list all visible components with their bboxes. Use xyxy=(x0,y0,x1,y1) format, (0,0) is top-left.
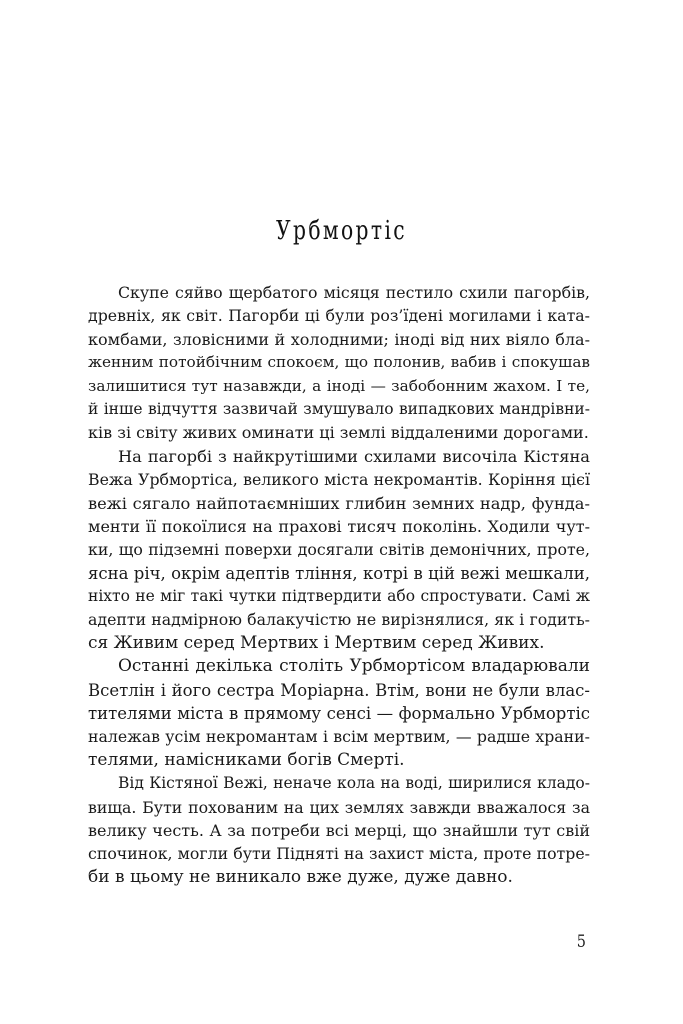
text-line: ків зі світу живих оминати ці землі віддаленими дорогами. xyxy=(88,423,589,443)
text-line: адепти надмірною балакучістю не вирізнялися, як і годить- xyxy=(88,610,590,630)
text-line: менти її покоїлися на прахові тисяч поколінь. Ходили чут- xyxy=(88,516,590,536)
text-line: На пагорбі з найкрутішими схилами височіла Кістяна xyxy=(118,446,590,466)
text-line: Від Кістяної Вежі, неначе кола на воді, ширилися кладо- xyxy=(118,774,590,793)
text-line: вища. Бути похованим на цих землях завжди вважалося за xyxy=(88,797,590,817)
text-line: комбами, зловісними й холодними; іноді від них віяло бла- xyxy=(88,329,590,349)
text-line: женним потойбічним спокоєм, що полонив, вабив і спокушав xyxy=(88,353,590,372)
text-line: Всетлін і його сестра Моріарна. Втім, вони не були влас- xyxy=(88,680,590,700)
text-line: древніх, як світ. Пагорби ці були роз’їдені могилами і ката- xyxy=(88,306,590,326)
text-line: вежі сягало найпотаємніших глибин земних надр, фунда- xyxy=(88,493,590,513)
text-line: й інше відчуття зазвичай змушувало випадкових мандрівни- xyxy=(88,399,590,418)
body-text xyxy=(88,281,590,889)
text-line: ки, що підземні поверхи досягали світів демонічних, проте, xyxy=(88,540,590,560)
text-line: спочинок, могли бути Підняті на захист міста, проте потре- xyxy=(88,844,590,864)
chapter-title: Урбмортіс xyxy=(276,216,407,246)
text-line: телями, намісниками богів Смерті. xyxy=(88,749,405,770)
text-line: Вежа Урбмортіса, великого міста некромантів. Коріння цієї xyxy=(88,470,590,490)
page-number: 5 xyxy=(576,932,587,952)
text-line: ясна річ, окрім адептів тління, котрі в цій вежі мешкали, xyxy=(88,563,590,583)
text-line: велику честь. А за потреби всі мерці, що знайшли тут свій xyxy=(88,820,590,840)
text-line: тителями міста в прямому сенсі — формально Урбмортіс xyxy=(88,704,590,724)
text-line: Скупе сяйво щербатого місяця пестило схили пагорбів, xyxy=(118,283,590,302)
text-line: Останні декілька століть Урбмортісом владарювали xyxy=(118,656,590,677)
text-line: ся Живим серед Мертвих і Мертвим серед Живих. xyxy=(88,632,545,653)
text-line: залишитися тут назавжди, а іноді — забобонним жахом. І те, xyxy=(88,376,590,395)
text-line: належав усім некромантам і всім мертвим, — радше храни- xyxy=(88,727,590,747)
text-line: би в цьому не виникало вже дуже, дуже давно. xyxy=(88,866,513,887)
text-line: ніхто не міг такі чутки підтвердити або спростувати. Самі ж xyxy=(88,587,590,606)
